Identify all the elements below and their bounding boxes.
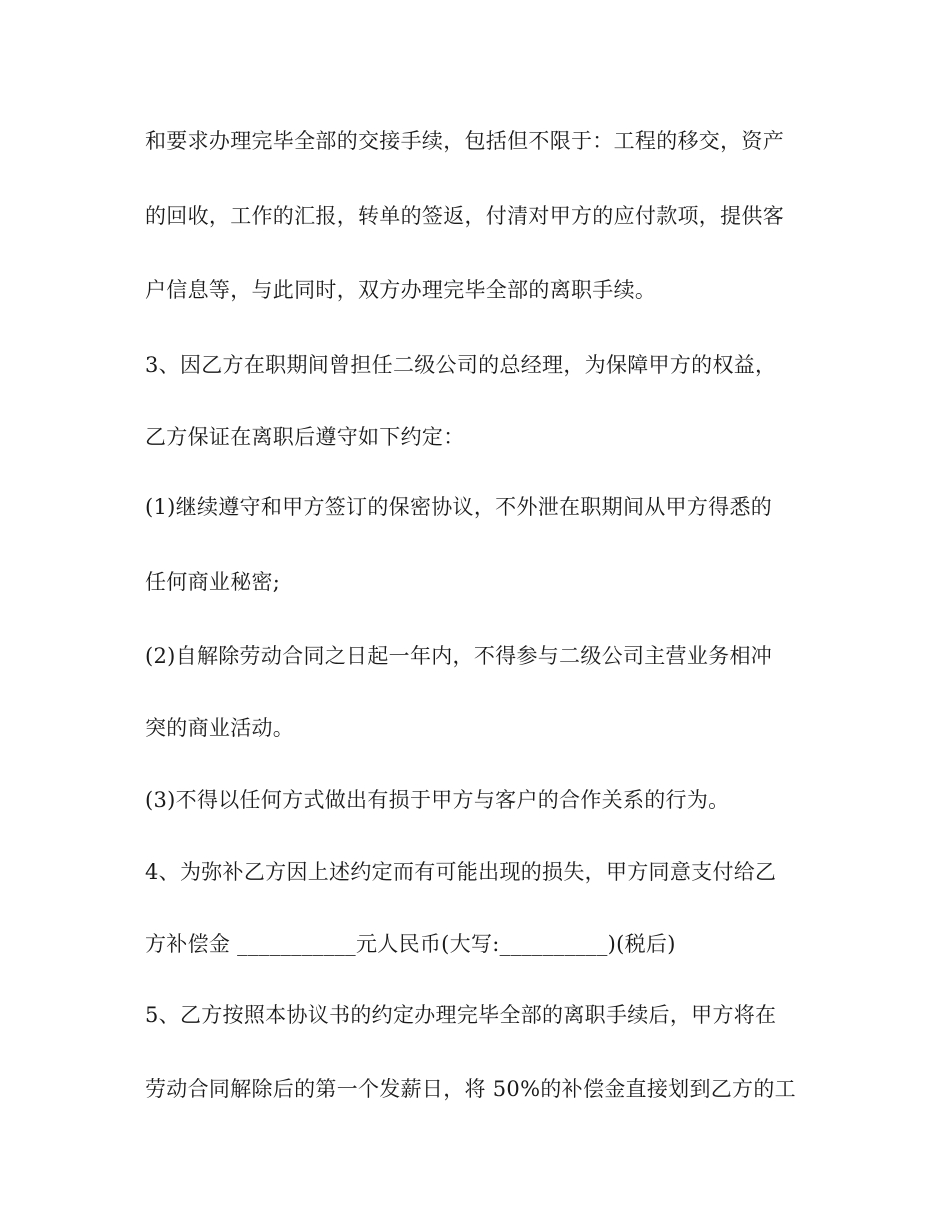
text-line: (1)继续遵守和甲方签订的保密协议，不外泄在职期间从甲方得悉的 xyxy=(145,495,773,519)
text-line: 5、乙方按照本协议书的约定办理完毕全部的离职手续后，甲方将在 xyxy=(145,1003,777,1027)
text-line: 乙方保证在离职后遵守如下约定： xyxy=(145,425,465,449)
text-line: 劳动合同解除后的第一个发薪日，将 50%的补偿金直接划到乙方的工 xyxy=(145,1077,796,1101)
text-line: 的回收，工作的汇报，转单的签返，付清对甲方的应付款项，提供客 xyxy=(145,204,784,228)
text-line: 3、因乙方在职期间曾担任二级公司的总经理，为保障甲方的权益， xyxy=(145,353,777,377)
text-line: (2)自解除劳动合同之日起一年内，不得参与二级公司主营业务相冲 xyxy=(145,644,773,668)
text-line: 户信息等，与此同时，双方办理完毕全部的离职手续。 xyxy=(145,278,657,302)
text-line: 和要求办理完毕全部的交接手续，包括但不限于：工程的移交，资产 xyxy=(145,129,784,153)
text-line: (3)不得以任何方式做出有损于甲方与客户的合作关系的行为。 xyxy=(145,788,730,812)
text-line: 4、为弥补乙方因上述约定而有可能出现的损失，甲方同意支付给乙 xyxy=(145,860,777,884)
text-line: 突的商业活动。 xyxy=(145,716,295,740)
text-line: 方补偿金 ___________元人民币(大写:__________)(税后) xyxy=(145,932,676,956)
text-line: 任何商业秘密; xyxy=(145,570,281,594)
